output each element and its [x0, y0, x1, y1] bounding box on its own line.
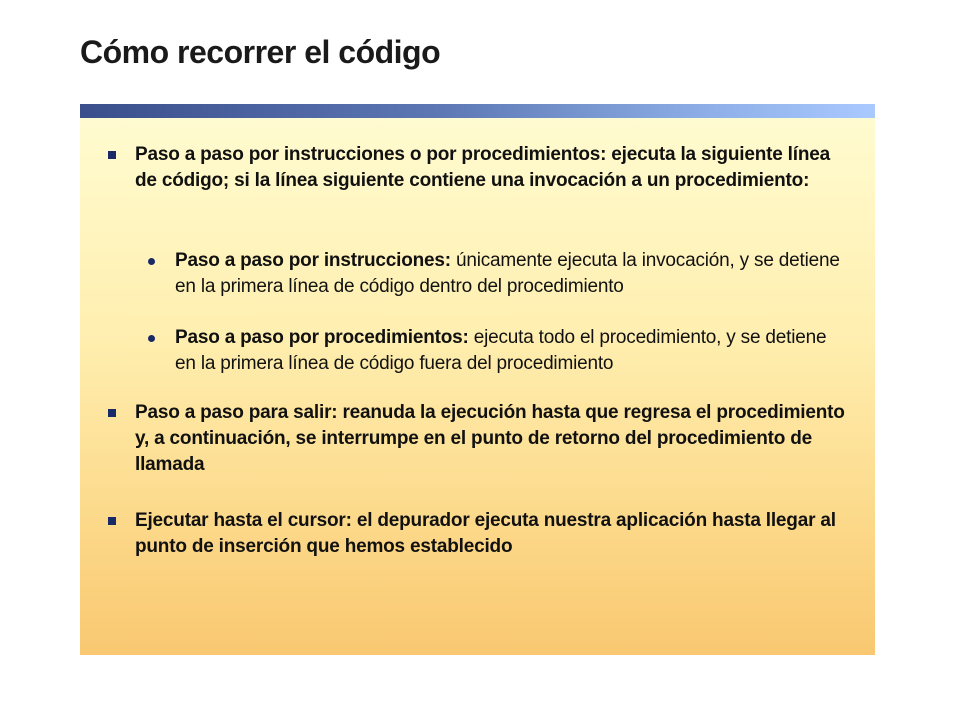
- sub-bullet-step-into: [175, 248, 850, 300]
- slide-title: Cómo recorrer el código: [80, 34, 441, 70]
- square-bullet-icon: [108, 151, 116, 159]
- square-bullet-icon: [108, 517, 116, 525]
- round-bullet-icon: [148, 335, 155, 342]
- content-panel: [80, 118, 875, 655]
- square-bullet-icon: [108, 409, 116, 417]
- sub-bullet-description: únicamente ejecuta la invocación, y se detiene en la primera línea de código dentro del procedimiento: [175, 250, 840, 297]
- bullet-run-to-cursor: [135, 508, 845, 560]
- sub-bullet-text: [175, 248, 850, 300]
- sub-bullet-term: Paso a paso por procedimientos:: [175, 327, 469, 348]
- sub-bullet-term: Paso a paso por instrucciones:: [175, 250, 451, 271]
- bullet-step-into-over: [135, 142, 845, 194]
- sub-bullet-text: [175, 325, 850, 377]
- title-underline-bar: [80, 104, 875, 118]
- bullet-text: Paso a paso por instrucciones o por procedimientos: ejecuta la siguiente línea de código; si la línea siguiente contiene una invocación a un procedimiento:: [135, 144, 830, 191]
- bullet-text: Paso a paso para salir: reanuda la ejecución hasta que regresa el procedimiento y, a continuación, se interrumpe en el punto de retorno del procedimiento de llamada: [135, 402, 845, 475]
- sub-bullet-description: ejecuta todo el procedimiento, y se detiene en la primera línea de código fuera del procedimiento: [175, 327, 827, 374]
- bullet-text: Ejecutar hasta el cursor: el depurador ejecuta nuestra aplicación hasta llegar al punto de inserción que hemos establecido: [135, 510, 836, 557]
- round-bullet-icon: [148, 258, 155, 265]
- bullet-step-out: [135, 400, 845, 478]
- sub-bullet-step-over: [175, 325, 850, 377]
